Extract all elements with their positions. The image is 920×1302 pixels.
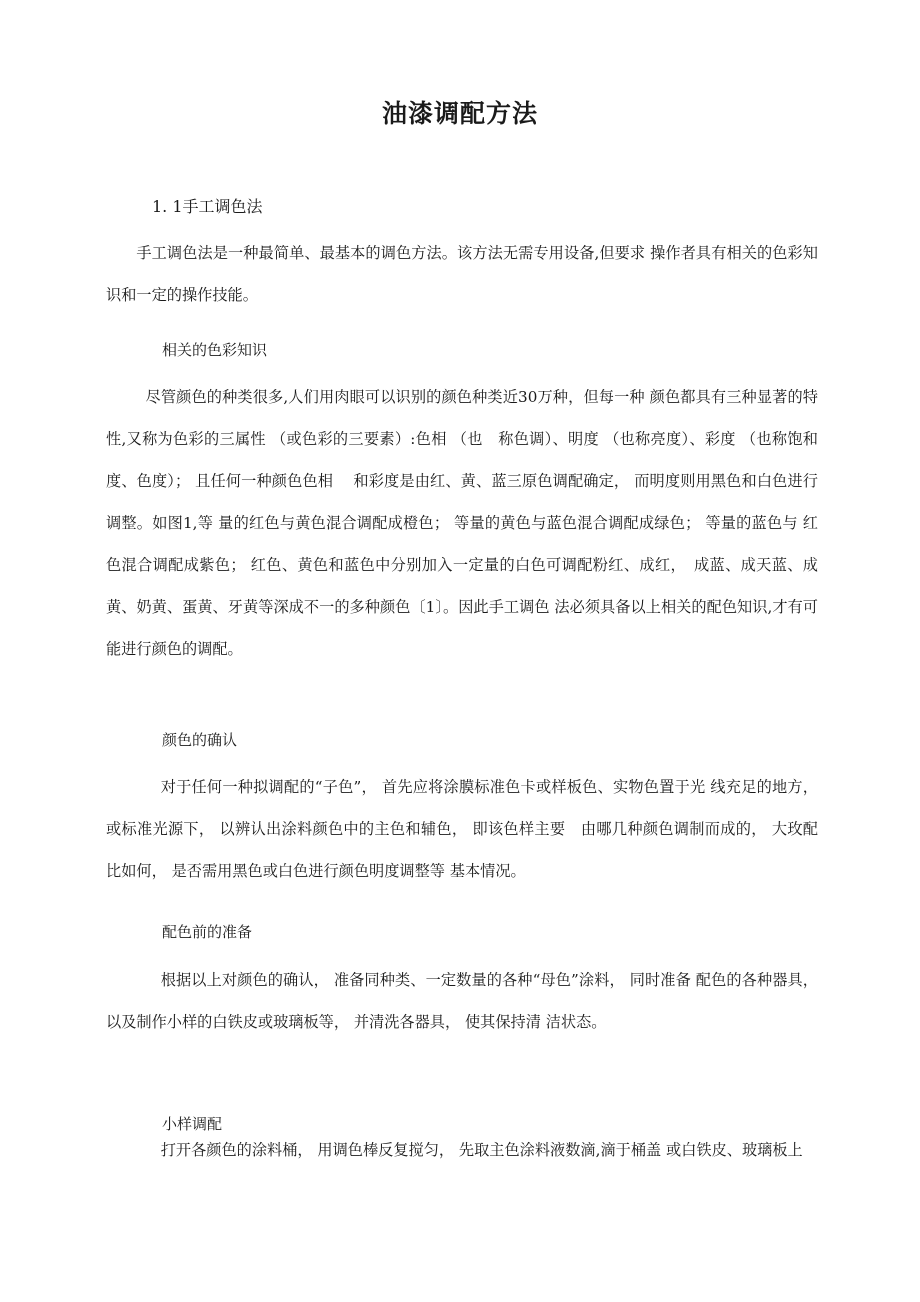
color-confirm-paragraph: 对于任何一种拟调配的“子色”， 首先应将涂膜标准色卡或样板色、实物色置于光 线充足的地方，或标准光源下， 以辨认出涂料颜色中的主色和辅色， 即该色样主要 由哪几种颜色调制而成的， 大玫配比如何， 是否需用黑色或白色进行颜色明度调整等 基本情况。 bbox=[106, 778, 818, 880]
section-heading-1-1: 1. 1手工调色法 bbox=[152, 197, 263, 216]
intro-paragraph: 手工调色法是一种最简单、最基本的调色方法。该方法无需专用设备,但要求 操作者具有相关的色彩知识和一定的操作技能。 bbox=[106, 244, 818, 304]
sample-paragraph: 打开各颜色的涂料桶， 用调色棒反复搅匀， 先取主色涂料液数滴,滴于桶盖 或白铁皮、玻璃板上 bbox=[160, 1141, 803, 1159]
color-knowledge-paragraph: 尽管颜色的种类很多,人们用肉眼可以识别的颜色种类近30万种，但每一种 颜色都具有三种显著的特性,又称为色彩的三属性 （或色彩的三要素）:色相 （也 称色调）、明度 （也称亮度）、彩度 （也称饱和度、色度）； 且任何一种颜色色相 和彩度是由红、黄、蓝三原色调配确定， 而明度则用黑色和白色进行调整。如图1,等 量的红色与黄色混合调配成橙色； 等量的黄色与蓝色混合调配成绿色； 等量的蓝色与 红色混合调配成紫色； 红色、黄色和蓝色中分别加入一定量的白色可调配粉红、成红， 成蓝、成天蓝、成黄、奶黄、蛋黄、牙黄等深成不一的多种颜色〔1〕。因此手工调色 法必须具备以上相关的配色知识,才有可能进行颜色的调配。 bbox=[106, 388, 818, 658]
heading-color-confirm: 颜色的确认 bbox=[162, 731, 238, 749]
preparation-paragraph: 根据以上对颜色的确认， 准备同种类、一定数量的各种“母色”涂料， 同时准备 配色的各种器具， 以及制作小样的白铁皮或玻璃板等， 并清洗各器具， 使其保持清 洁状态。 bbox=[106, 971, 818, 1031]
page-title: 油漆调配方法 bbox=[381, 99, 538, 128]
heading-color-knowledge: 相关的色彩知识 bbox=[162, 341, 268, 359]
heading-preparation: 配色前的准备 bbox=[162, 923, 253, 941]
heading-sample: 小样调配 bbox=[162, 1115, 223, 1133]
